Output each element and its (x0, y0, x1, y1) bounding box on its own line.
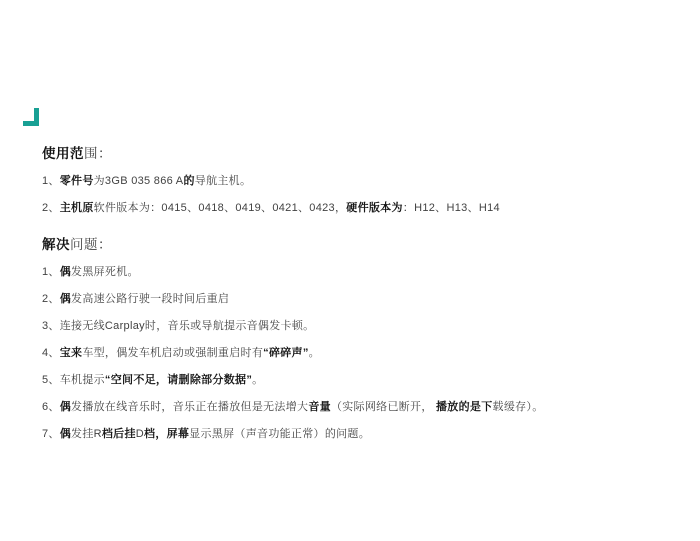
text-segment: 6、 (42, 401, 60, 413)
text-segment: 发播放在线音乐时，音乐正在播放但是无法增大 (71, 401, 309, 413)
bold-text-segment: 主机原 (59, 202, 94, 214)
text-segment: 发黑屏死机。 (71, 266, 139, 278)
text-segment: 软件版本为：0415、0418、0419、0421、0423， (93, 202, 347, 214)
text-segment: 为3GB 035 866 A (93, 175, 184, 187)
corner-bracket-decoration (23, 108, 39, 126)
list-item (42, 374, 672, 387)
bold-text-segment: 档后挂 (101, 428, 136, 440)
section-heading-problems-solved (42, 237, 672, 253)
text-segment: 问题： (70, 237, 112, 252)
bold-text-segment: 硬件版本为 (346, 202, 403, 214)
bold-text-segment: 解决 (42, 237, 70, 252)
list-item (42, 175, 672, 188)
section-heading-usage-scope (42, 146, 672, 162)
list-item (42, 202, 672, 215)
section-usage-scope (42, 146, 672, 215)
bold-text-segment: 的 (183, 175, 195, 187)
text-segment: （实际网络已断开， (330, 401, 433, 413)
list-item (42, 428, 672, 441)
bold-text-segment: 零件号 (59, 175, 94, 187)
text-segment: 4、 (42, 347, 60, 359)
list-item (42, 401, 672, 414)
bold-text-segment: “碎碎声” (263, 347, 309, 359)
bold-text-segment: 偶 (59, 266, 72, 278)
list-item (42, 293, 672, 306)
text-segment: 2、 (42, 293, 60, 305)
bold-text-segment: 播放的是下 (432, 401, 493, 413)
list-item (42, 320, 672, 333)
bold-text-segment: 档，屏幕 (144, 428, 190, 440)
text-segment: 5、车机提示 (42, 374, 105, 386)
text-segment: 车型，偶发车机启动或强制重启时有 (82, 347, 264, 359)
text-segment: 7、 (42, 428, 60, 440)
text-segment: 围： (84, 146, 112, 161)
document-content (42, 146, 672, 455)
text-segment: 2、 (42, 202, 60, 214)
bold-text-segment: 偶 (59, 401, 72, 413)
list-item (42, 266, 672, 279)
section-problems-solved (42, 237, 672, 441)
text-segment: ：H12、H13、H14 (402, 202, 500, 214)
list-item (42, 347, 672, 360)
text-segment: 。 (252, 374, 264, 386)
text-segment: D (135, 428, 145, 440)
bold-text-segment: 音量 (308, 401, 331, 413)
text-segment: 。 (308, 347, 320, 359)
text-segment: 显示黑屏（声音功能正常）的问题。 (189, 428, 371, 440)
bold-text-segment: 偶 (59, 428, 72, 440)
text-segment: 导航主机。 (194, 175, 252, 187)
text-segment: 载缓存）。 (492, 401, 544, 413)
bold-text-segment: 偶 (59, 293, 72, 305)
text-segment: 1、 (42, 175, 60, 187)
text-segment: 1、 (42, 266, 60, 278)
text-segment: 发挂R (71, 428, 102, 440)
bold-text-segment: “空间不足，请删除部分数据” (104, 374, 253, 386)
text-segment: 发高速公路行驶一段时间后重启 (71, 293, 230, 305)
bold-text-segment: 宝来 (59, 347, 83, 359)
text-segment: 3、连接无线Carplay时，音乐或导航提示音偶发卡顿。 (42, 320, 315, 332)
bold-text-segment: 使用范 (42, 146, 84, 161)
